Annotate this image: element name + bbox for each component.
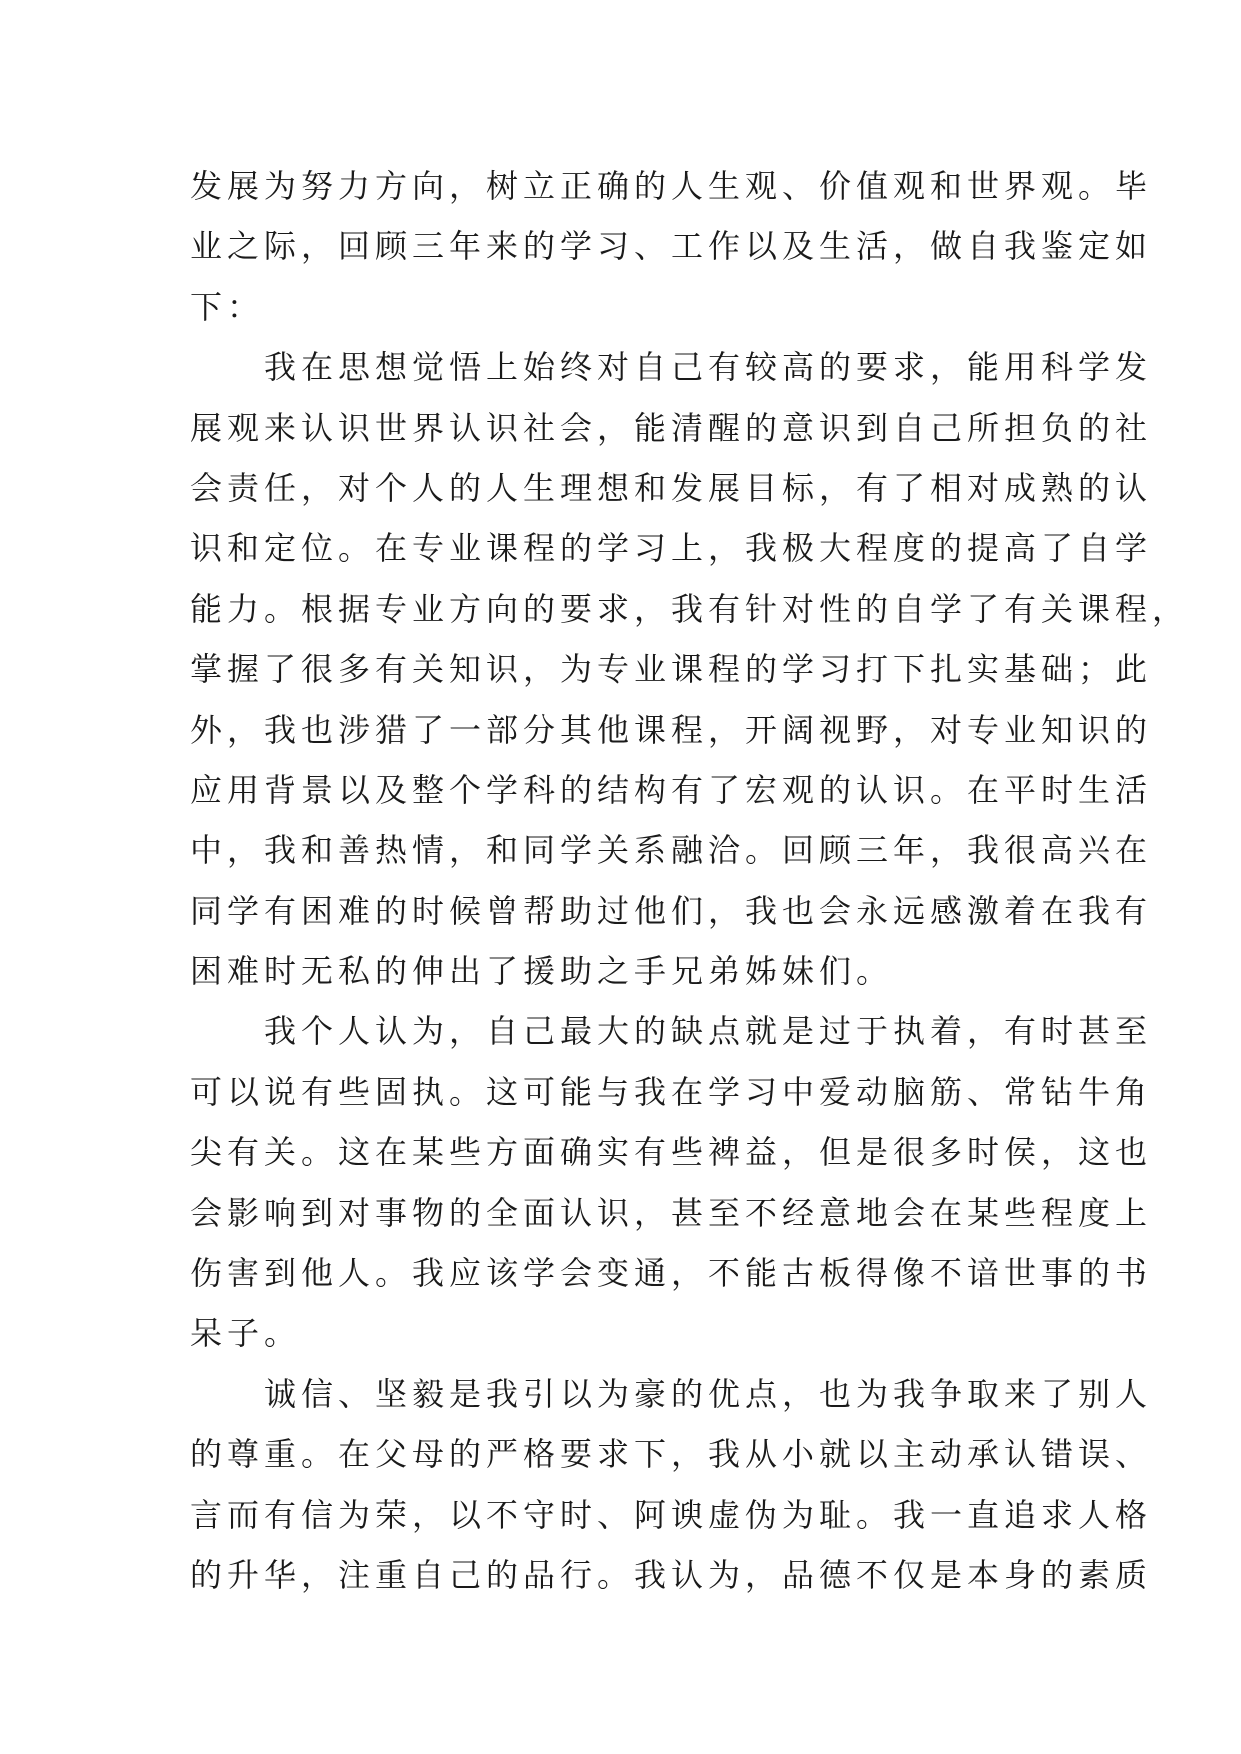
text-line: 我在思想觉悟上始终对自己有较高的要求，能用科学发	[190, 348, 1153, 387]
text-line: 的升华，注重自己的品行。我认为，品德不仅是本身的素质	[190, 1555, 1153, 1594]
text-line: 外，我也涉猎了一部分其他课程，开阔视野，对专业知识的	[190, 710, 1153, 749]
text-line: 困难时无私的伸出了援助之手兄弟姊妹们。	[190, 952, 894, 991]
text-line: 言而有信为荣，以不守时、阿谀虚伪为耻。我一直追求人格	[190, 1495, 1153, 1534]
text-line: 同学有困难的时候曾帮助过他们，我也会永远感激着在我有	[190, 891, 1153, 930]
text-line: 应用背景以及整个学科的结构有了宏观的认识。在平时生活	[190, 770, 1153, 809]
text-line: 尖有关。这在某些方面确实有些裨益，但是很多时侯，这也	[190, 1133, 1153, 1172]
text-line: 伤害到他人。我应该学会变通，不能古板得像不谙世事的书	[190, 1254, 1153, 1293]
text-line: 能力。根据专业方向的要求，我有针对性的自学了有关课程，	[190, 589, 1190, 628]
text-line: 掌握了很多有关知识，为专业课程的学习打下扎实基础；此	[190, 650, 1153, 689]
text-line: 我个人认为，自己最大的缺点就是过于执着，有时甚至	[190, 1012, 1153, 1051]
body-text	[190, 156, 1190, 1605]
text-line: 呆子。	[190, 1314, 302, 1353]
text-line: 诚信、坚毅是我引以为豪的优点，也为我争取来了别人	[190, 1374, 1153, 1413]
text-line: 发展为努力方向，树立正确的人生观、价值观和世界观。毕	[190, 167, 1153, 205]
text-line: 下：	[190, 287, 265, 326]
text-line: 中，我和善热情，和同学关系融洽。回顾三年，我很高兴在	[190, 831, 1153, 870]
text-line: 识和定位。在专业课程的学习上，我极大程度的提高了自学	[190, 529, 1153, 568]
text-line: 会责任，对个人的人生理想和发展目标，有了相对成熟的认	[190, 468, 1153, 507]
text-line: 的尊重。在父母的严格要求下，我从小就以主动承认错误、	[190, 1435, 1153, 1474]
text-line: 展观来认识世界认识社会，能清醒的意识到自己所担负的社	[190, 408, 1153, 447]
text-line: 会影响到对事物的全面认识，甚至不经意地会在某些程度上	[190, 1193, 1153, 1232]
text-line: 可以说有些固执。这可能与我在学习中爱动脑筋、常钻牛角	[190, 1072, 1153, 1111]
text-line: 业之际，回顾三年来的学习、工作以及生活，做自我鉴定如	[190, 227, 1153, 266]
